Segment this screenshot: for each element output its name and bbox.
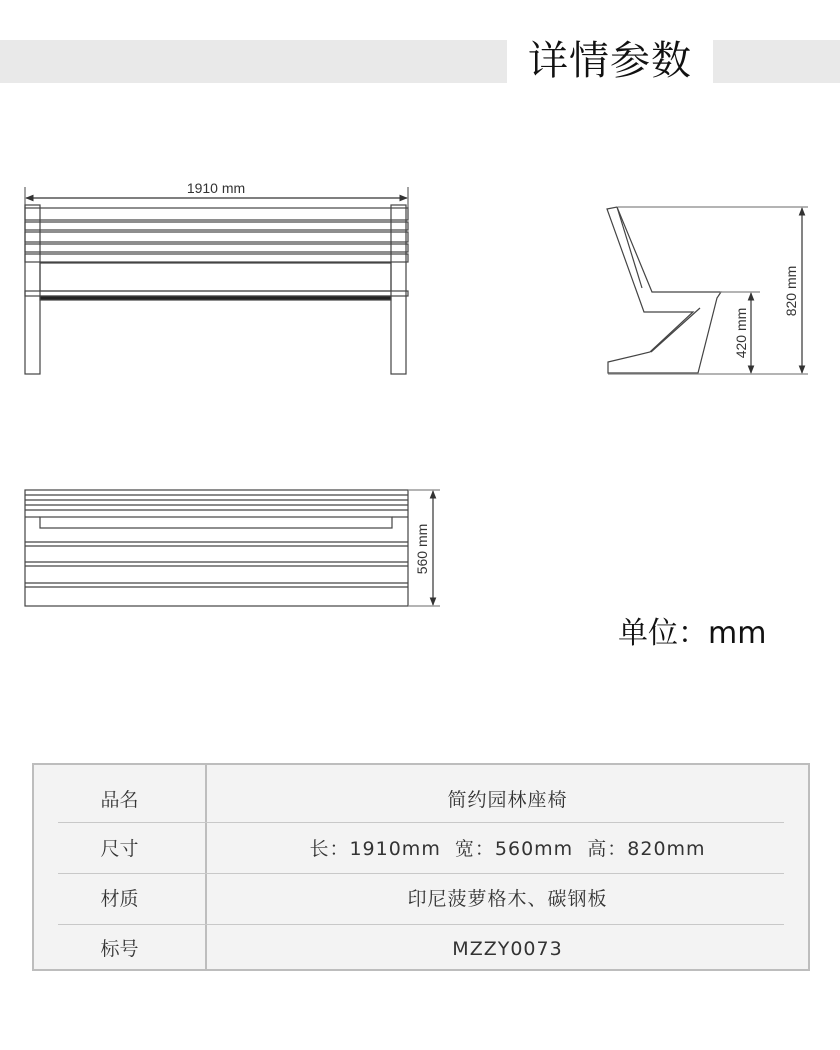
side-view — [607, 207, 808, 374]
spec-row-name — [34, 775, 808, 825]
top-view — [25, 490, 440, 606]
spec-label: 品名 — [100, 789, 139, 811]
seat-height-label: 420 mm — [733, 307, 749, 359]
spec-label: 材质 — [100, 888, 139, 910]
front-view — [25, 187, 408, 374]
spec-row-size — [34, 824, 808, 874]
spec-value: MZZY0073 — [452, 938, 563, 960]
row-divider — [58, 822, 784, 823]
spec-value: 印尼菠萝格木、碳钢板 — [407, 888, 608, 910]
spec-value: 长：1910mm 宽：560mm 高：820mm — [309, 838, 706, 860]
spec-value: 简约园林座椅 — [447, 789, 568, 811]
spec-row-code — [34, 924, 808, 974]
total-height-label: 820 mm — [783, 265, 799, 317]
spec-label: 尺寸 — [100, 838, 139, 860]
width-label: 1910 mm — [186, 180, 246, 196]
spec-table — [32, 763, 810, 971]
depth-label: 560 mm — [414, 523, 430, 575]
unit-note: 单位：mm — [618, 616, 767, 651]
spec-label: 标号 — [100, 938, 139, 960]
spec-row-material — [34, 874, 808, 924]
section-title: 详情参数 — [528, 38, 692, 84]
